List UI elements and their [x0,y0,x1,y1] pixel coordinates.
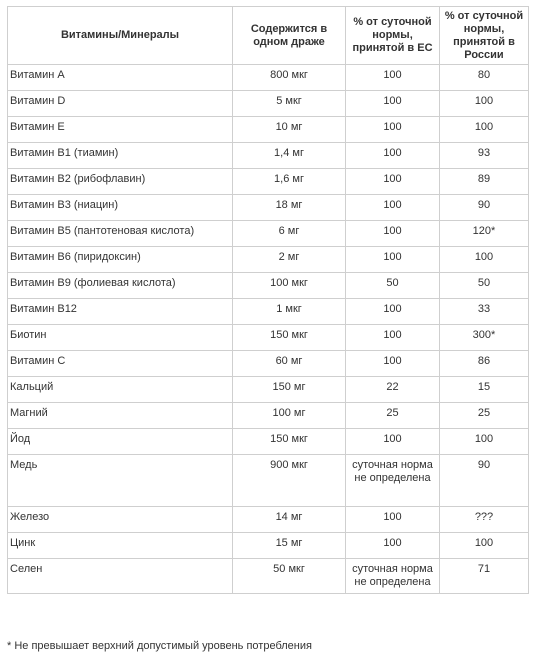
cell-content: 50 мкг [233,559,346,594]
cell-content: 60 мг [233,351,346,377]
cell-russia-norm: 93 [440,143,529,169]
cell-nutrient: Биотин [8,325,233,351]
table-row [8,273,529,299]
table-row [8,403,529,429]
vitamins-table [7,6,529,594]
table-row [8,221,529,247]
cell-content: 900 мкг [233,455,346,507]
cell-russia-norm: 86 [440,351,529,377]
cell-eu-norm: 100 [346,299,440,325]
header-nutrient: Витамины/Минералы [8,7,233,65]
footnote: * Не превышает верхний допустимый уровень потребления [7,640,312,652]
cell-eu-norm: 50 [346,273,440,299]
table-row [8,299,529,325]
cell-content: 6 мг [233,221,346,247]
cell-nutrient: Магний [8,403,233,429]
table-row [8,247,529,273]
cell-content: 5 мкг [233,91,346,117]
vitamins-table-wrapper [7,6,529,594]
cell-russia-norm: 100 [440,91,529,117]
cell-russia-norm: 100 [440,429,529,455]
cell-russia-norm: 90 [440,195,529,221]
cell-russia-norm: ??? [440,507,529,533]
cell-eu-norm: 100 [346,325,440,351]
cell-nutrient: Витамин D [8,91,233,117]
cell-eu-norm: 100 [346,221,440,247]
table-row [8,559,529,594]
cell-russia-norm: 300* [440,325,529,351]
table-header-row [8,7,529,65]
cell-content: 800 мкг [233,65,346,91]
header-eu-norm: % от суточной нормы, принятой в ЕС [346,7,440,65]
cell-eu-norm: 100 [346,533,440,559]
cell-eu-norm: 22 [346,377,440,403]
cell-russia-norm: 100 [440,533,529,559]
cell-nutrient: Витамин B2 (рибофлавин) [8,169,233,195]
cell-russia-norm: 50 [440,273,529,299]
cell-nutrient: Витамин B3 (ниацин) [8,195,233,221]
cell-eu-norm: 100 [346,143,440,169]
table-row [8,377,529,403]
cell-russia-norm: 80 [440,65,529,91]
cell-eu-norm: 100 [346,91,440,117]
cell-russia-norm: 25 [440,403,529,429]
cell-content: 10 мг [233,117,346,143]
table-row [8,455,529,507]
cell-content: 150 мкг [233,429,346,455]
cell-nutrient: Витамин B12 [8,299,233,325]
cell-nutrient: Витамин B1 (тиамин) [8,143,233,169]
cell-eu-norm: 100 [346,195,440,221]
cell-russia-norm: 120* [440,221,529,247]
cell-eu-norm: 25 [346,403,440,429]
cell-eu-norm: 100 [346,117,440,143]
table-row [8,117,529,143]
cell-content: 14 мг [233,507,346,533]
cell-content: 1,4 мг [233,143,346,169]
cell-nutrient: Витамин B9 (фолиевая кислота) [8,273,233,299]
cell-eu-norm: 100 [346,65,440,91]
table-row [8,507,529,533]
table-row [8,429,529,455]
cell-content: 15 мг [233,533,346,559]
cell-content: 150 мг [233,377,346,403]
cell-eu-norm: 100 [346,507,440,533]
table-row [8,169,529,195]
cell-content: 1 мкг [233,299,346,325]
table-row [8,91,529,117]
cell-russia-norm: 89 [440,169,529,195]
cell-eu-norm: суточная норма не определена [346,455,440,507]
cell-russia-norm: 100 [440,247,529,273]
header-content: Содержится в одном драже [233,7,346,65]
cell-nutrient: Витамин B5 (пантотеновая кислота) [8,221,233,247]
cell-nutrient: Цинк [8,533,233,559]
cell-nutrient: Йод [8,429,233,455]
cell-eu-norm: 100 [346,247,440,273]
cell-nutrient: Медь [8,455,233,507]
cell-nutrient: Железо [8,507,233,533]
table-row [8,65,529,91]
cell-content: 1,6 мг [233,169,346,195]
cell-russia-norm: 90 [440,455,529,507]
cell-nutrient: Витамин E [8,117,233,143]
cell-russia-norm: 33 [440,299,529,325]
cell-content: 100 мкг [233,273,346,299]
cell-nutrient: Селен [8,559,233,594]
cell-nutrient: Кальций [8,377,233,403]
cell-content: 100 мг [233,403,346,429]
cell-eu-norm: 100 [346,429,440,455]
cell-russia-norm: 100 [440,117,529,143]
table-row [8,351,529,377]
cell-eu-norm: 100 [346,169,440,195]
cell-eu-norm: суточная норма не определена [346,559,440,594]
header-russia-norm: % от суточной нормы, принятой в России [440,7,529,65]
cell-content: 2 мг [233,247,346,273]
table-row [8,143,529,169]
cell-russia-norm: 15 [440,377,529,403]
cell-eu-norm: 100 [346,351,440,377]
cell-nutrient: Витамин A [8,65,233,91]
table-row [8,325,529,351]
cell-nutrient: Витамин B6 (пиридоксин) [8,247,233,273]
cell-content: 18 мг [233,195,346,221]
table-row [8,195,529,221]
cell-nutrient: Витамин C [8,351,233,377]
cell-content: 150 мкг [233,325,346,351]
table-row [8,533,529,559]
cell-russia-norm: 71 [440,559,529,594]
